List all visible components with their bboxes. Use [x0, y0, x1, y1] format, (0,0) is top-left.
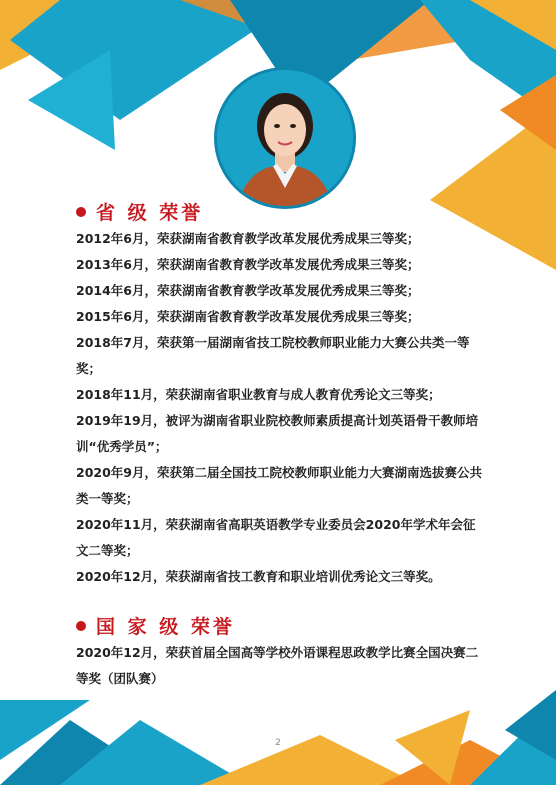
- list-item: 2020年11月，荣获湖南省高职英语教学专业委员会2020年学术年会征文二等奖；: [76, 517, 476, 558]
- list-item: 2019年19月，被评为湖南省职业院校教师素质提高计划英语骨干教师培训“优秀学员”；: [76, 413, 479, 454]
- list-item: 2014年6月，荣获湖南省教育教学改革发展优秀成果三等奖；: [76, 283, 420, 298]
- list-item: 2020年12月，荣获湖南省技工教育和职业培训优秀论文三等奖。: [76, 569, 441, 584]
- bullet-dot-icon: [76, 207, 86, 217]
- list-item: 2015年6月，荣获湖南省教育教学改革发展优秀成果三等奖；: [76, 309, 420, 324]
- list-item: 2018年7月，荣获第一届湖南省技工院校教师职业能力大赛公共类一等奖；: [76, 335, 470, 376]
- portrait-photo: [217, 70, 353, 206]
- national-honors-list: [76, 640, 486, 692]
- page-number: 2: [275, 738, 281, 748]
- section-title-provincial-text: 省 级 荣誉: [96, 202, 204, 224]
- section-title-national: [76, 612, 235, 639]
- section-title-national-text: 国 家 级 荣誉: [96, 616, 235, 638]
- bullet-dot-icon: [76, 621, 86, 631]
- list-item: 2018年11月，荣获湖南省职业教育与成人教育优秀论文三等奖；: [76, 387, 441, 402]
- list-item: 2012年6月，荣获湖南省教育教学改革发展优秀成果三等奖；: [76, 231, 420, 246]
- provincial-honors-list: [76, 226, 486, 590]
- list-item: 2020年9月，荣获第二届全国技工院校教师职业能力大赛湖南选拔赛公共类一等奖；: [76, 465, 482, 506]
- portrait-illustration: [217, 70, 353, 206]
- list-item: 2020年12月，荣获首届全国高等学校外语课程思政教学比赛全国决赛二等奖（团队赛）: [76, 645, 479, 686]
- section-title-provincial: [76, 198, 203, 225]
- list-item: 2013年6月，荣获湖南省教育教学改革发展优秀成果三等奖；: [76, 257, 420, 272]
